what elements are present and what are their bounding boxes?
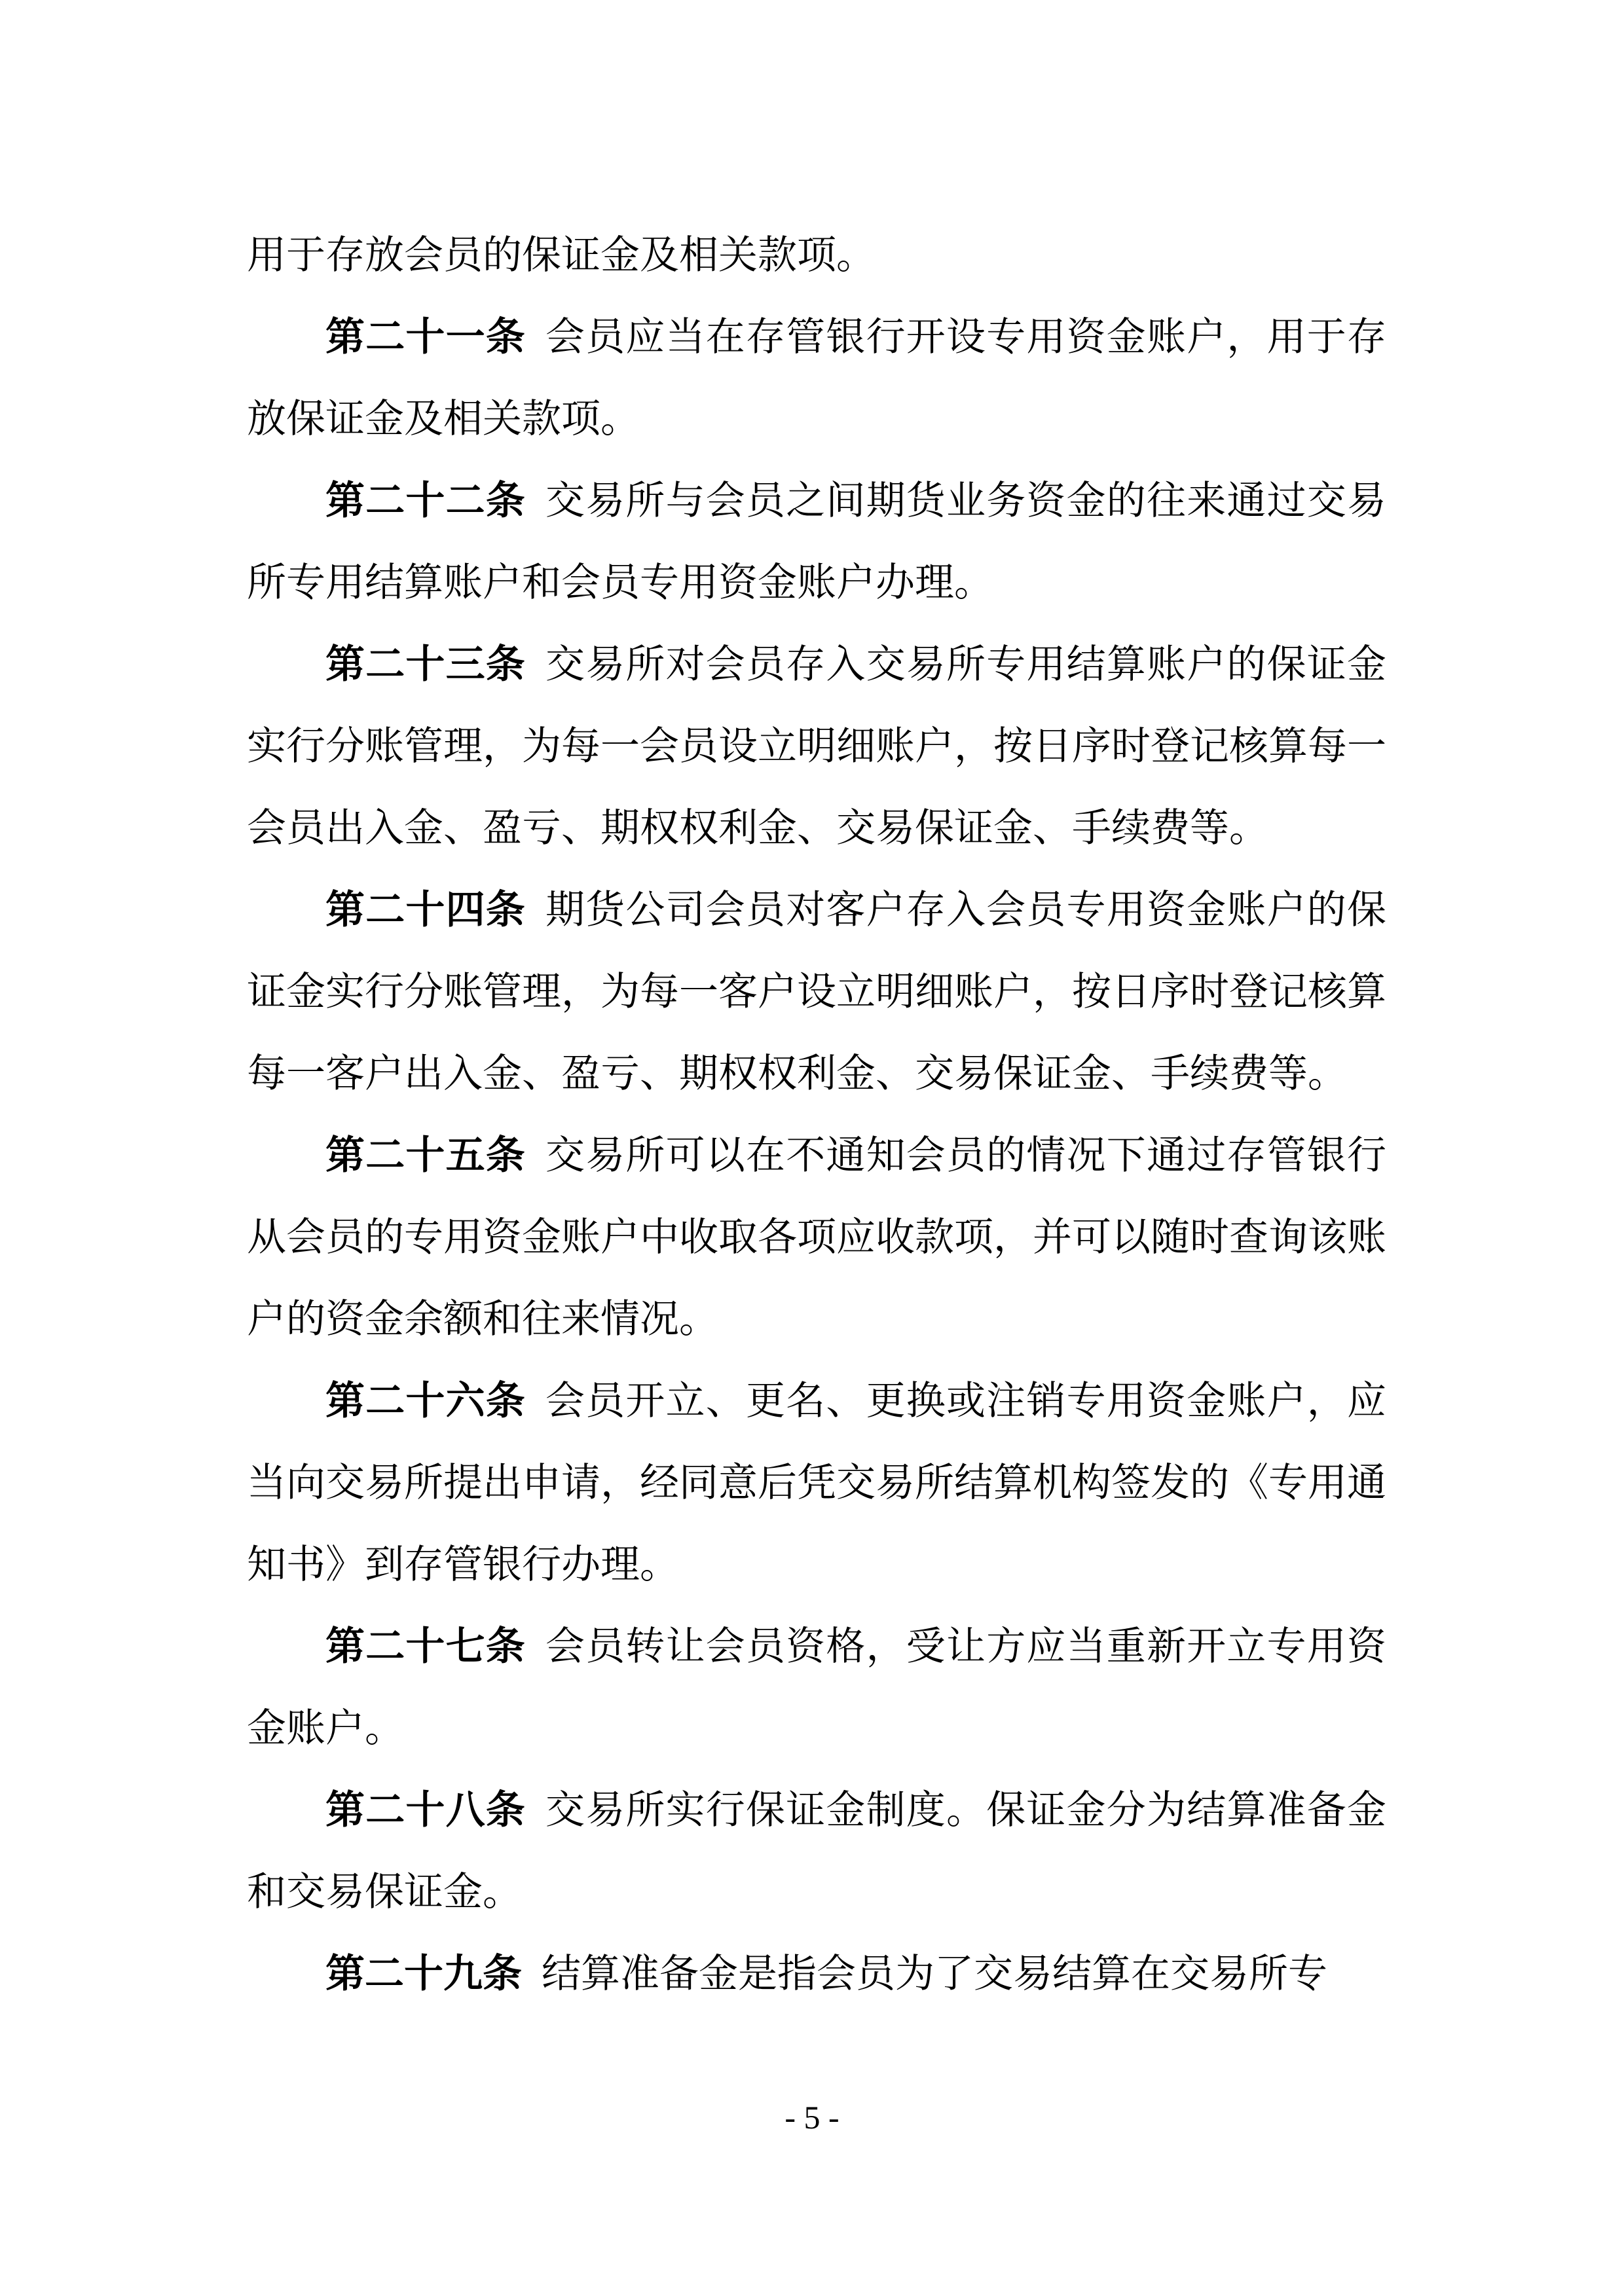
article-22: [247, 460, 1386, 624]
article-text: 结算准备金是指会员为了交易结算在交易所专: [542, 1951, 1327, 1997]
article-28: [247, 1770, 1386, 1933]
article-text: 交易所可以在不通知会员的情况下通过存管银行从会员的专用资金账户中收取各项应收款项，并可以随时查询该账户的资金余额和往来情况。: [247, 1133, 1386, 1342]
article-number: 第二十八条: [325, 1787, 526, 1833]
article-text: 交易所对会员存入交易所专用结算账户的保证金实行分账管理，为每一会员设立明细账户，按日序时登记核算每一会员出入金、盈亏、期权权利金、交易保证金、手续费等。: [247, 642, 1386, 851]
article-25: [247, 1115, 1386, 1360]
article-26: [247, 1360, 1386, 1606]
article-23: [247, 624, 1386, 869]
article-text: 期货公司会员对客户存入会员专用资金账户的保证金实行分账管理，为每一客户设立明细账户，按日序时登记核算每一客户出入金、盈亏、期权权利金、交易保证金、手续费等。: [247, 887, 1386, 1097]
article-27: [247, 1606, 1386, 1770]
article-text: 会员应当在存管银行开设专用资金账户，用于存放保证金及相关款项。: [247, 314, 1386, 442]
article-number: 第二十三条: [325, 642, 526, 687]
article-text: 交易所与会员之间期货业务资金的往来通过交易所专用结算账户和会员专用资金账户办理。: [247, 478, 1386, 606]
article-text: 会员开立、更名、更换或注销专用资金账户，应当向交易所提出申请，经同意后凭交易所结算机构签发的《专用通知书》到存管银行办理。: [247, 1378, 1386, 1588]
article-number: 第二十七条: [325, 1624, 526, 1669]
page-number: - 5 -: [784, 2099, 840, 2136]
article-number: 第二十五条: [325, 1133, 526, 1178]
article-number: 第二十九条: [325, 1951, 522, 1997]
article-number: 第二十四条: [325, 887, 526, 933]
article-24: [247, 869, 1386, 1115]
article-29: [247, 1933, 1386, 2015]
article-text: 会员转让会员资格，受让方应当重新开立专用资金账户。: [247, 1624, 1386, 1751]
article-text: 交易所实行保证金制度。保证金分为结算准备金和交易保证金。: [247, 1787, 1386, 1915]
article-number: 第二十六条: [325, 1378, 526, 1424]
article-number: 第二十一条: [325, 314, 526, 360]
continuation-paragraph: 用于存放会员的保证金及相关款项。: [247, 232, 876, 278]
document-body: [247, 215, 1386, 2015]
article-number: 第二十二条: [325, 478, 526, 524]
article-21: [247, 297, 1386, 460]
